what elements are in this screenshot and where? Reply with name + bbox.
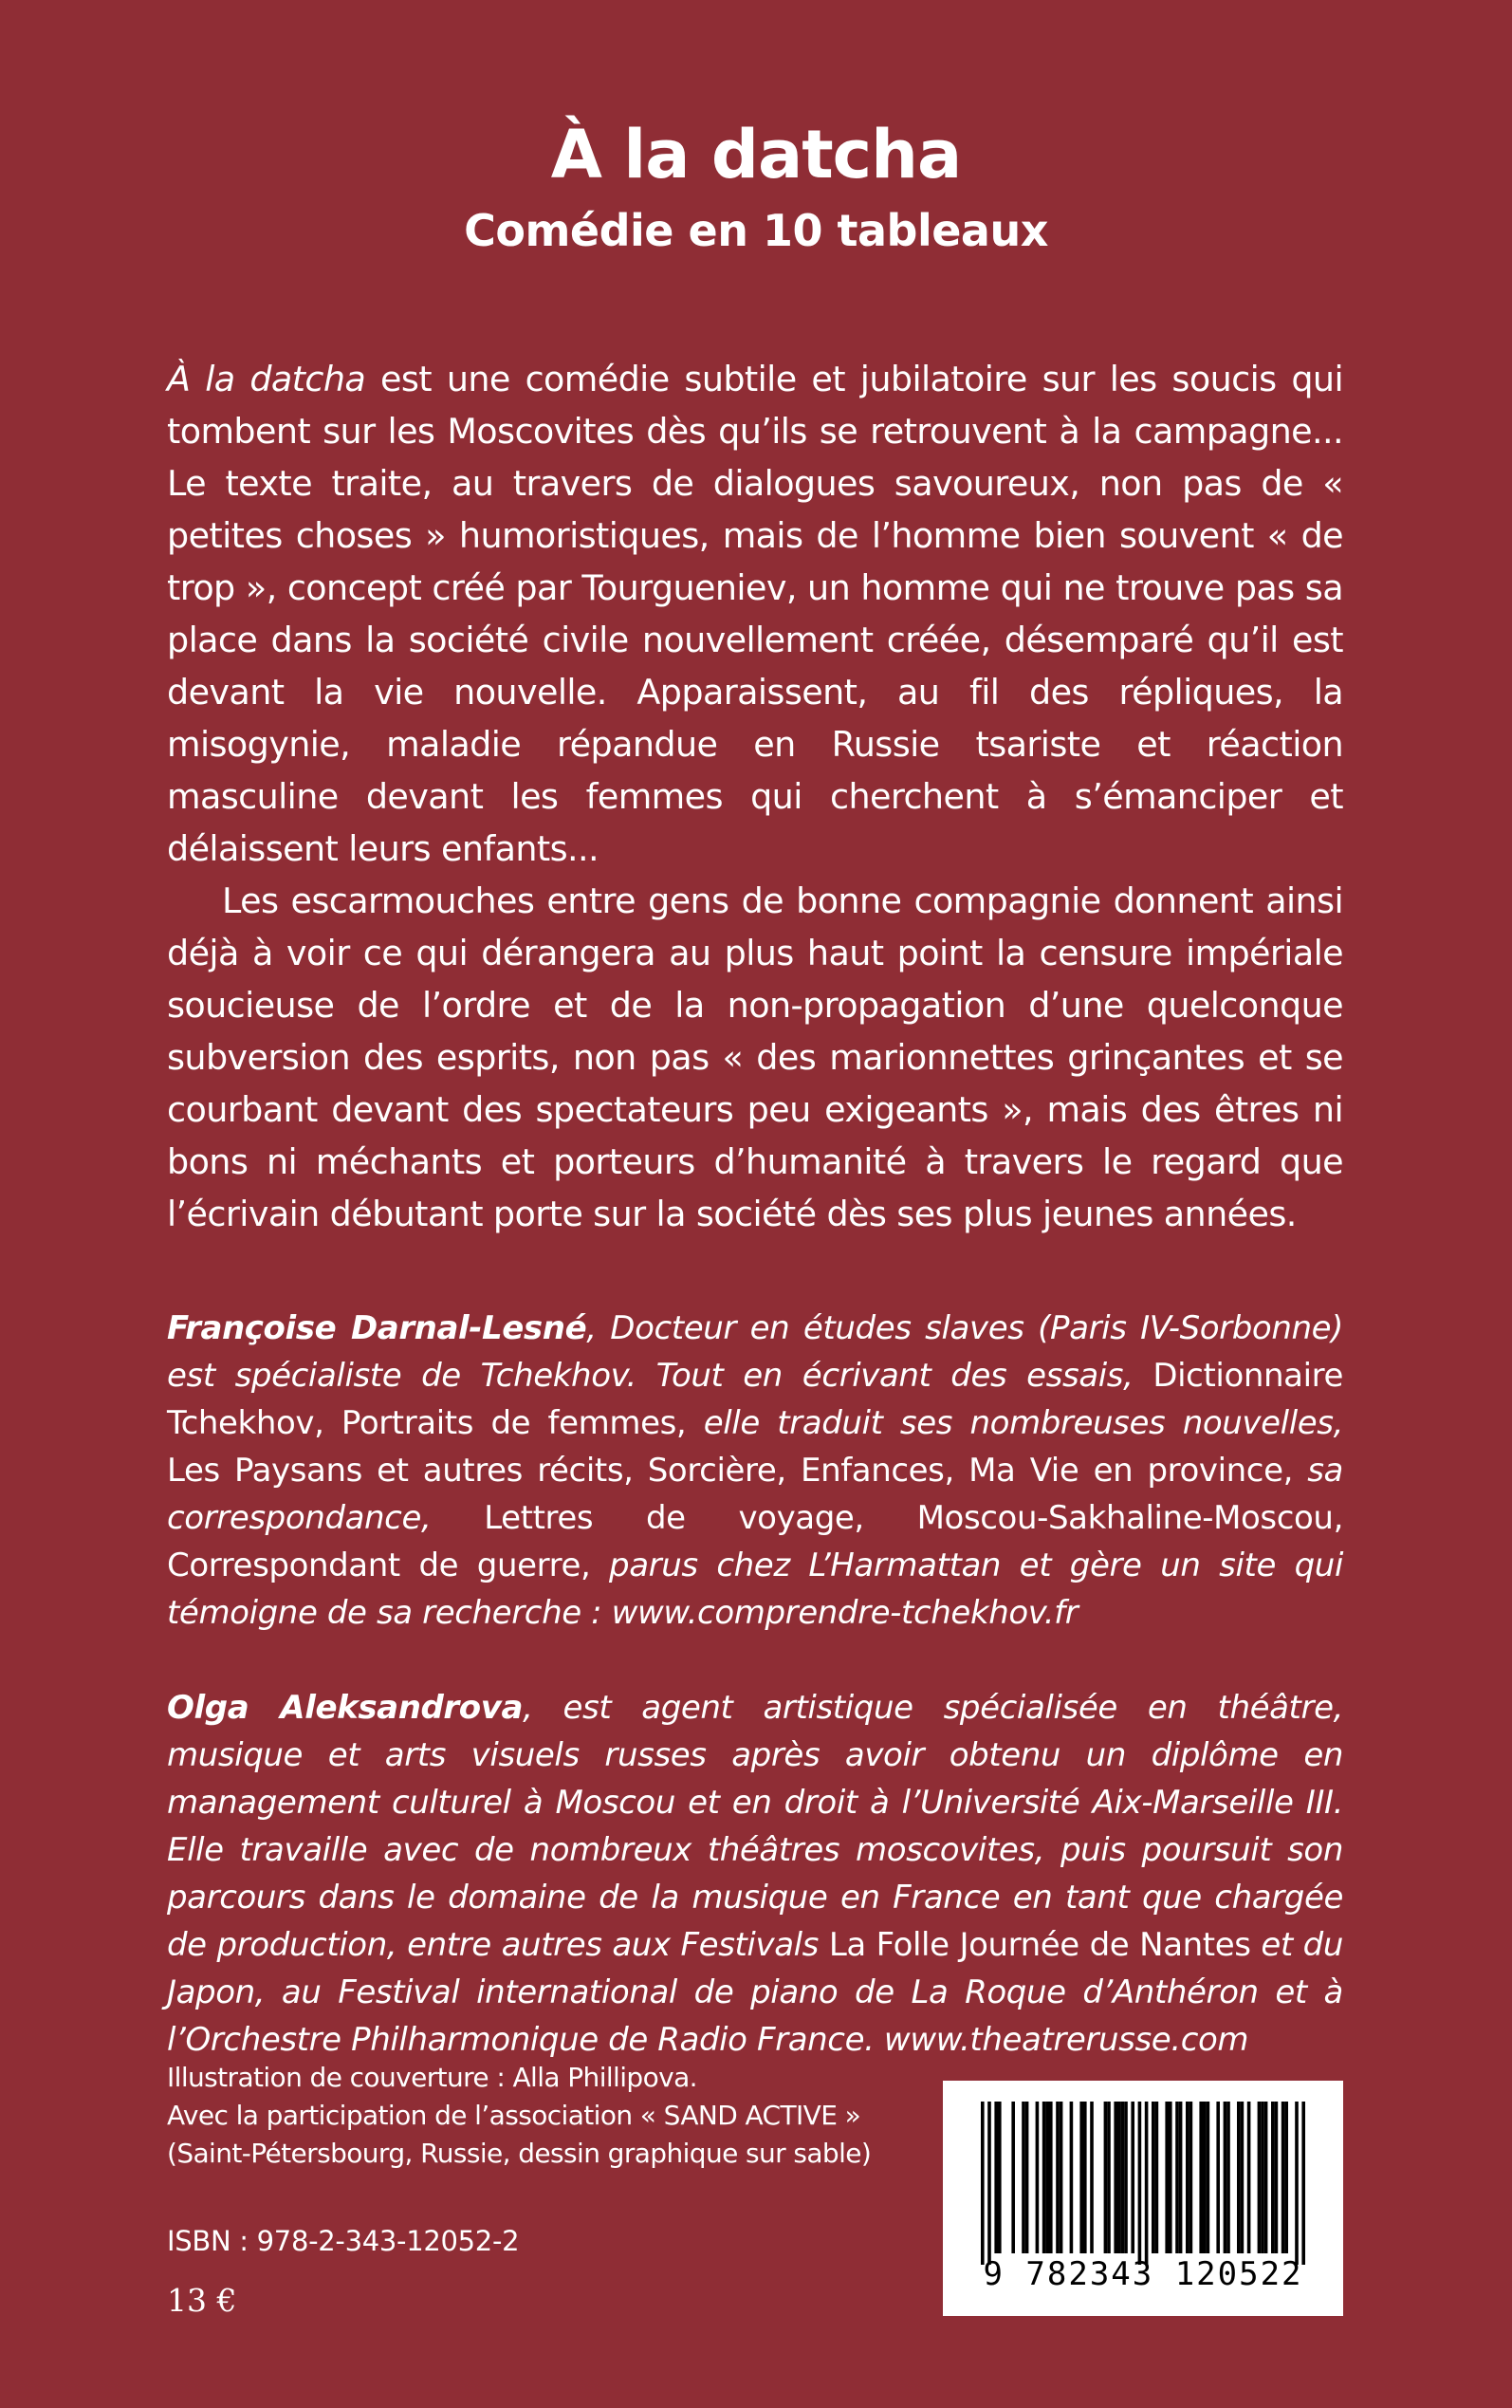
summary-paragraph-1-text: est une comédie subtile et jubilatoire sur les soucis qui tombent sur les Moscovites dès qu’ils se retrouvent à la campagne... Le texte traite, au travers de dialogues savoureux, non pas de « petites choses » humoristiques, mais de l’homme bien souvent « de trop », concept créé par Tourgueniev, un homme qui ne trouve pas sa place dans la société civile nouvellement créée, désemparé qu’il est devant la vie nouvelle. Apparaissent, au fil des répliques, la misogynie, maladie répandue en Russie tsariste et réaction masculine devant les femmes qui cherchent à s’émanciper et délaissent leurs enfants... (167, 359, 1344, 869)
barcode-bar (1042, 2102, 1046, 2253)
barcode-bar (998, 2102, 1002, 2253)
summary-paragraph-1 (167, 353, 1343, 875)
barcode-bar (1271, 2102, 1275, 2253)
summary-paragraph-2: Les escarmouches entre gens de bonne compagnie donnent ainsi déjà à voir ce qui dérangera au plus haut point la censure impériale soucieuse de l’ordre et de la non-propagation d’une quelconque subversion des esprits, non pas « des marionnettes grinçantes et se courbant devant des spectateurs peu exigeants », mais des êtres ni bons ni méchants et porteurs d’humanité à travers le regard que l’écrivain débutant porte sur la société dès ses plus jeunes années. (167, 880, 1343, 1234)
barcode-bar (1169, 2102, 1172, 2253)
cover-credits (167, 2059, 907, 2173)
bio1-text-1: , Docteur en études slaves (Paris IV-Sorbonne) est spécialiste de Tchekhov. Tout en écrivant des essais, (167, 1309, 1343, 1395)
barcode-bar (1022, 2102, 1025, 2253)
summary-text (167, 353, 1343, 1240)
barcode (943, 2081, 1343, 2316)
price-text: 13 € (167, 2282, 237, 2319)
barcode-digits: 9 782343 120522 (983, 2255, 1303, 2293)
credits-line-1: Illustration de couverture : Alla Phillipova. (167, 2062, 697, 2093)
barcode-bar (1175, 2102, 1179, 2253)
barcode-bar (1258, 2102, 1262, 2253)
barcode-bar (1121, 2102, 1125, 2253)
barcode-bar (1199, 2102, 1203, 2253)
barcode-bar (1036, 2102, 1040, 2253)
barcode-bar (1060, 2102, 1063, 2253)
barcode-bar (1224, 2102, 1227, 2253)
bio1-text-3: sa correspondance, (167, 1452, 1343, 1537)
bio1-text-2: elle traduit ses nombreuses nouvelles, (686, 1404, 1343, 1442)
bio1-titles-3: Lettres de voyage, Moscou-Sakhaline-Moscou, Correspondant de guerre, (167, 1499, 1343, 1584)
barcode-bar (1295, 2102, 1299, 2265)
barcode-bar (1138, 2102, 1142, 2265)
barcode-bar (1275, 2102, 1279, 2253)
book-title: À la datcha (550, 116, 962, 194)
barcode-bar (1284, 2102, 1288, 2253)
barcode-bar (994, 2102, 998, 2253)
barcode-bar (1179, 2102, 1183, 2253)
barcode-bar (1301, 2102, 1305, 2265)
barcode-bar (1226, 2102, 1230, 2253)
barcode-bar (1011, 2102, 1015, 2253)
barcode-bar (987, 2102, 991, 2265)
author-bio-translator (167, 1305, 1343, 1637)
credits-line-3: (Saint-Pétersbourg, Russie, dessin graphique sur sable) (167, 2138, 872, 2169)
bio2-festival-name: La Folle Journée de Nantes (828, 1926, 1251, 1964)
barcode-bar (1152, 2102, 1155, 2253)
bio2-text-2: et du Japon, au Festival international de piano de La Roque d’Anthéron et à l’Orchestre Philharmonique de Radio France. www.theatrerusse.com (167, 1926, 1343, 2059)
bio1-titles-1: Dictionnaire Tchekhov, Portraits de femmes, (167, 1357, 1343, 1442)
isbn-text: ISBN : 978-2-343-12052-2 (167, 2225, 520, 2257)
barcode-bar (1282, 2102, 1285, 2253)
barcode-bar (1203, 2102, 1207, 2253)
barcode-bar (1186, 2102, 1189, 2253)
barcode-bar (1056, 2102, 1060, 2253)
barcode-bar (1264, 2102, 1268, 2253)
barcode-bar (1107, 2102, 1111, 2253)
summary-title-italic: À la datcha (167, 359, 366, 399)
translator-name: Françoise Darnal-Lesné (167, 1309, 587, 1347)
credits-line-2: Avec la participation de l’association « SAND ACTIVE » (167, 2100, 861, 2131)
bio1-text-4: parus chez L’Harmattan et gère un site qui témoigne de sa recherche : www.comprendre-tchekhov.fr (167, 1547, 1343, 1632)
barcode-bar (1189, 2102, 1193, 2253)
barcode-bar (1131, 2102, 1134, 2253)
barcode-bar (1261, 2102, 1264, 2253)
barcode-bar (1145, 2102, 1149, 2265)
barcode-bar (1124, 2102, 1128, 2253)
barcode-bar (1079, 2102, 1083, 2253)
barcode-bar (981, 2102, 985, 2265)
barcode-bar (1241, 2102, 1245, 2253)
barcode-bar (1216, 2102, 1220, 2253)
barcode-bar (1114, 2102, 1117, 2253)
barcode-bar (1207, 2102, 1210, 2253)
barcode-bar (1117, 2102, 1121, 2253)
bio1-titles-2: Les Paysans et autres récits, Sorcière, Enfances, Ma Vie en province, (167, 1452, 1294, 1490)
author-bio-cotranslator (167, 1684, 1343, 2064)
barcode-bar (1104, 2102, 1108, 2253)
barcode-bar (1155, 2102, 1159, 2253)
barcode-bar (1090, 2102, 1094, 2253)
cotranslator-name: Olga Aleksandrova (167, 1689, 524, 1727)
barcode-bar (1025, 2102, 1029, 2253)
barcode-bar (1165, 2102, 1169, 2253)
barcode-bar (1083, 2102, 1087, 2253)
barcode-bar (1045, 2102, 1049, 2253)
barcode-bar (1070, 2102, 1074, 2253)
barcode-bar (1237, 2102, 1241, 2253)
bio2-text-1: , est agent artistique spécialisée en théâtre, musique et arts visuels russes après avoir obtenu un diplôme en management culturel à Moscou et en droit à l’Université Aix-Marseille III. Elle travaille avec de nombreux théâtres moscovites, puis poursuit son parcours dans le domaine de la musique en France en tant que chargée de production, entre autres aux Festivals (167, 1689, 1343, 1964)
barcode-bar (1049, 2102, 1053, 2253)
book-subtitle: Comédie en 10 tableaux (464, 205, 1048, 256)
barcode-bar (1247, 2102, 1251, 2253)
